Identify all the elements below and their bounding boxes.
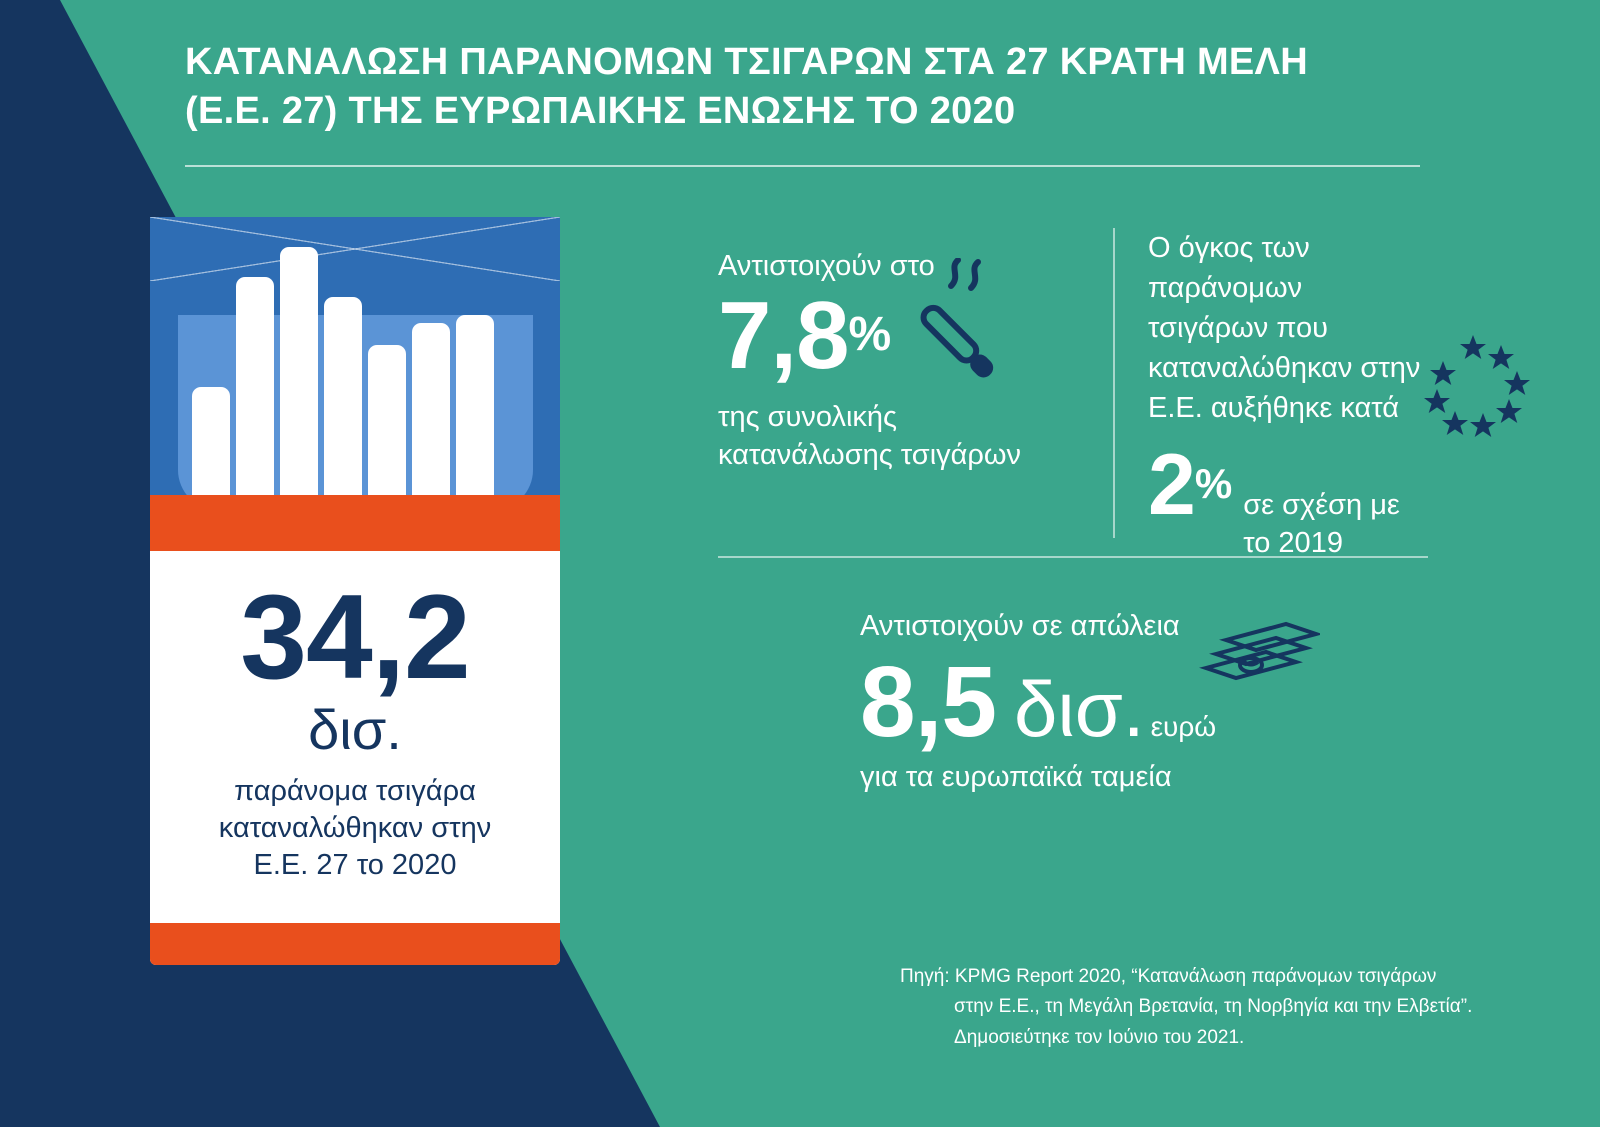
stat-share-sub [718,398,1078,475]
header [185,38,1425,167]
page-title-line-2: (Ε.Ε. 27) ΤΗΣ ΕΥΡΩΠΑΙΚΗΣ ΕΝΩΣΗΣ ΤΟ 2020 [185,90,1016,133]
stat-loss-unit: δισ. [1014,664,1145,753]
stat-share-sub-line-1: της συνολικής [718,400,897,433]
stat-share-value-row [718,281,1078,389]
stats-vertical-divider [1113,228,1115,538]
stat-loss [860,608,1460,794]
cigarette-5 [368,345,406,515]
stat-growth-value-row [1148,437,1438,562]
pack-value: 34,2 [240,570,470,704]
stat-growth-value: 2 [1148,437,1195,534]
cigarette-3 [280,247,318,515]
pack-caption-line-1: παράνομα τσιγάρα [234,774,476,807]
stat-growth-lead-line-1: Ο όγκος των [1148,232,1310,264]
pack-content [150,551,560,884]
stat-loss-sub: για τα ευρωπαϊκά ταμεία [860,760,1172,793]
stat-share-value: 7,8 [718,281,849,389]
source-note [900,962,1520,1053]
source-line-1: Πηγή: KPMG Report 2020, “Κατανάλωση παράνομων τσιγάρων [900,966,1437,987]
title-divider [185,165,1420,167]
page-title-line-1: ΚΑΤΑΝΑΛΩΣΗ ΠΑΡΑΝΟΜΩΝ ΤΣΙΓΑΡΩΝ ΣΤΑ 27 ΚΡΑΤΗ ΜΕΛΗ [185,41,1308,83]
stat-loss-currency: ευρώ [1150,710,1217,742]
stat-share-lead: Αντιστοιχούν στο [718,250,935,282]
stat-growth-lead-line-3: τσιγάρων που [1148,312,1328,345]
stat-growth-lead-line-2: παράνομων [1148,272,1303,305]
source-line-2: στην Ε.Ε., τη Μεγάλη Βρετανία, τη Νορβηγία και την Ελβετία”. [954,996,1473,1018]
pack-lid-fold-right [150,217,560,281]
cigarette-4 [324,297,362,515]
cigarette-pack-graphic [140,205,570,970]
stat-share-sub-line-2: κατανάλωσης τσιγάρων [718,438,1022,471]
stat-growth-tail [1243,487,1400,562]
pack-caption-line-3: Ε.Ε. 27 το 2020 [253,848,457,881]
stat-growth-lead-line-4: καταναλώθηκαν στην [1148,352,1421,385]
cigarette-icon [903,258,1013,388]
stat-growth [1148,228,1438,562]
pack-body [150,495,560,965]
stat-loss-value-row [860,645,1460,758]
pack-unit: δισ. [308,698,402,761]
eu-stars-icon [1413,333,1533,443]
pack-band-top [150,495,560,551]
page-title [185,38,1425,137]
stat-growth-tail-line-2: το 2019 [1243,526,1343,559]
stat-share [718,248,1078,474]
cigarette-7 [456,315,494,515]
pack-band-bottom [150,923,560,965]
stat-growth-value-wrap [1148,437,1232,534]
stat-growth-lead-line-5: Ε.Ε. αυξήθηκε κατά [1148,392,1400,425]
source-line-3: Δημοσιεύτηκε τον Ιούνιο του 2021. [954,1026,1245,1048]
money-stack-icon [1190,620,1320,700]
stat-share-symbol: % [848,307,891,361]
stat-growth-lead [1148,228,1438,428]
pack-caption-line-2: καταναλώθηκαν στην [218,811,492,844]
stat-growth-symbol: % [1194,460,1232,508]
stat-loss-lead: Αντιστοιχούν σε απώλεια [860,610,1180,642]
stat-growth-tail-line-1: σε σχέση με [1243,489,1400,522]
pack-caption [150,773,560,884]
cigarette-2 [236,277,274,515]
cigarette-6 [412,323,450,515]
stat-loss-value: 8,5 [860,645,997,758]
